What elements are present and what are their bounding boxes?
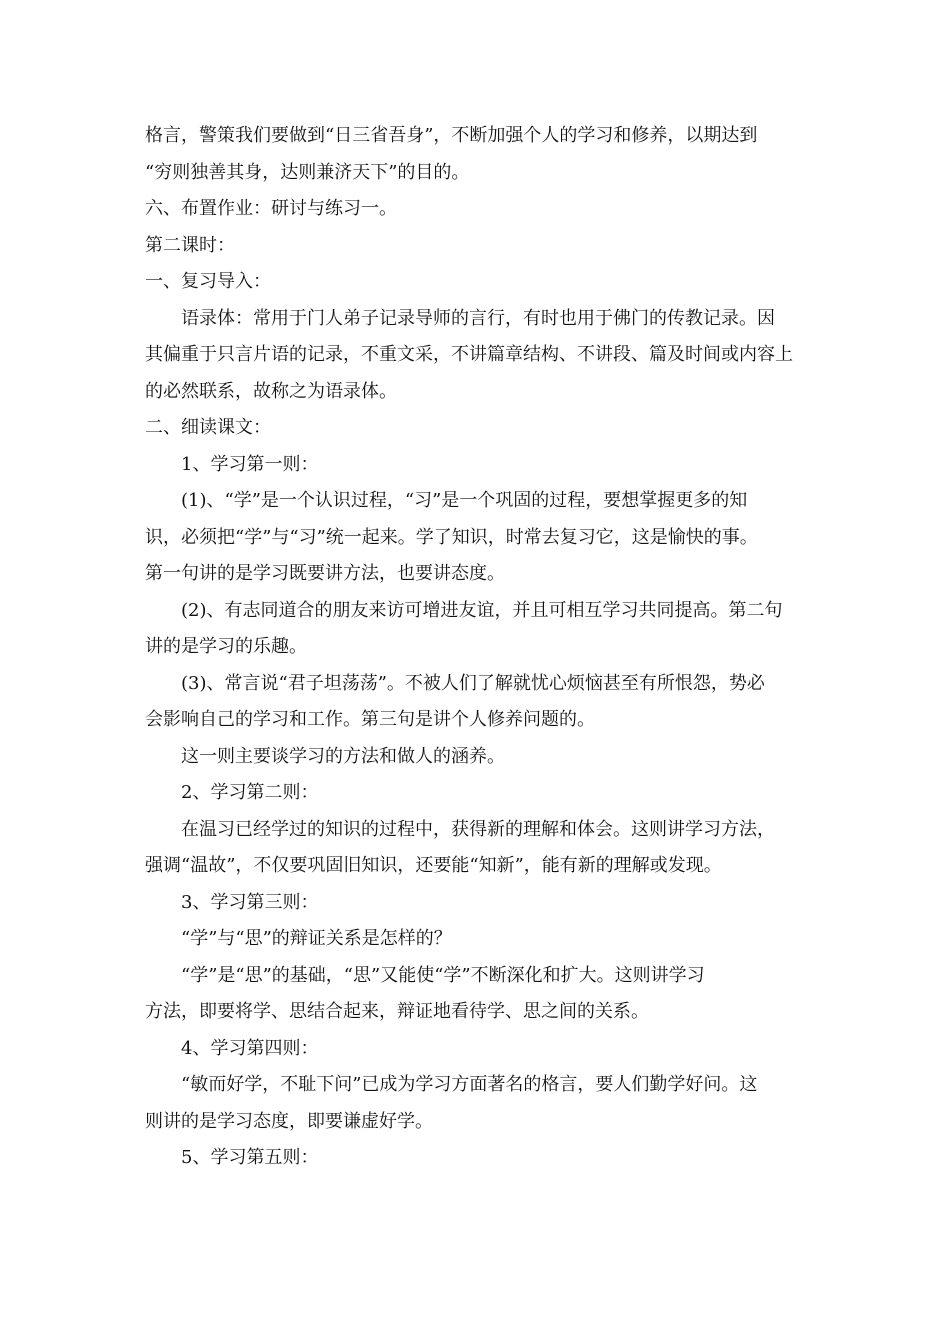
section-heading: 六、布置作业：研讨与练习一。 (145, 198, 397, 219)
text-line: 其偏重于只言片语的记录，不重文采，不讲篇章结构、不讲段、篇及时间或内容上 (145, 344, 793, 365)
text-line: 这一则主要谈学习的方法和做人的涵养。 (181, 745, 505, 767)
text-line: “学”是“思”的基础，“思”又能使“学”不断深化和扩大。这则讲学习 (181, 964, 705, 986)
text-line: 方法，即要将学、思结合起来，辩证地看待学、思之间的关系。 (145, 1001, 649, 1022)
text-line: (3)、常言说“君子坦荡荡”。不被人们了解就忧心烦恼甚至有所恨怨，势必 (181, 672, 765, 694)
section-heading: 二、细读课文： (145, 417, 271, 438)
lesson-heading: 第二课时： (145, 234, 235, 256)
subsection-heading: 3、学习第三则： (181, 891, 319, 913)
text-line: (2)、有志同道合的朋友来访可增进友谊，并且可相互学习共同提高。第二句 (181, 599, 783, 621)
text-line: 语录体：常用于门人弟子记录导师的言行，有时也用于佛门的传教记录。因 (181, 307, 775, 329)
text-line: 第一句讲的是学习既要讲方法，也要讲态度。 (145, 563, 505, 584)
text-line: “敏而好学，不耻下问”已成为学习方面著名的格言，要人们勤学好问。这 (181, 1074, 758, 1095)
text-line: 则讲的是学习态度，即要谦虚好学。 (145, 1110, 433, 1132)
text-line: 讲的是学习的乐趣。 (145, 636, 307, 657)
text-line: 强调“温故”，不仅要巩固旧知识，还要能“知新”，能有新的理解或发现。 (145, 855, 722, 876)
text-line: 的必然联系，故称之为语录体。 (145, 380, 397, 402)
subsection-heading: 1、学习第一则： (181, 453, 319, 475)
subsection-heading: 4、学习第四则： (181, 1037, 319, 1059)
subsection-heading: 5、学习第五则： (181, 1147, 319, 1168)
subsection-heading: 2、学习第二则： (181, 782, 319, 803)
section-heading: 一、复习导入： (145, 271, 271, 292)
text-line: 会影响自己的学习和工作。第三句是讲个人修养问题的。 (145, 709, 595, 730)
text-line: (1)、“学”是一个认识过程，“习”是一个巩固的过程，要想掌握更多的知 (181, 490, 748, 511)
text-line: 格言，警策我们要做到“日三省吾身”，不断加强个人的学习和修养，以期达到 (145, 125, 758, 146)
document-body (145, 118, 810, 1177)
text-line: “穷则独善其身，达则兼济天下”的目的。 (145, 161, 470, 183)
text-line: 在温习已经学过的知识的过程中，获得新的理解和体会。这则讲学习方法， (181, 818, 775, 840)
text-line: “学”与“思”的辩证关系是怎样的？ (181, 928, 452, 949)
text-line: 识，必须把“学”与“习”统一起来。学了知识，时常去复习它，这是愉快的事。 (145, 526, 758, 548)
